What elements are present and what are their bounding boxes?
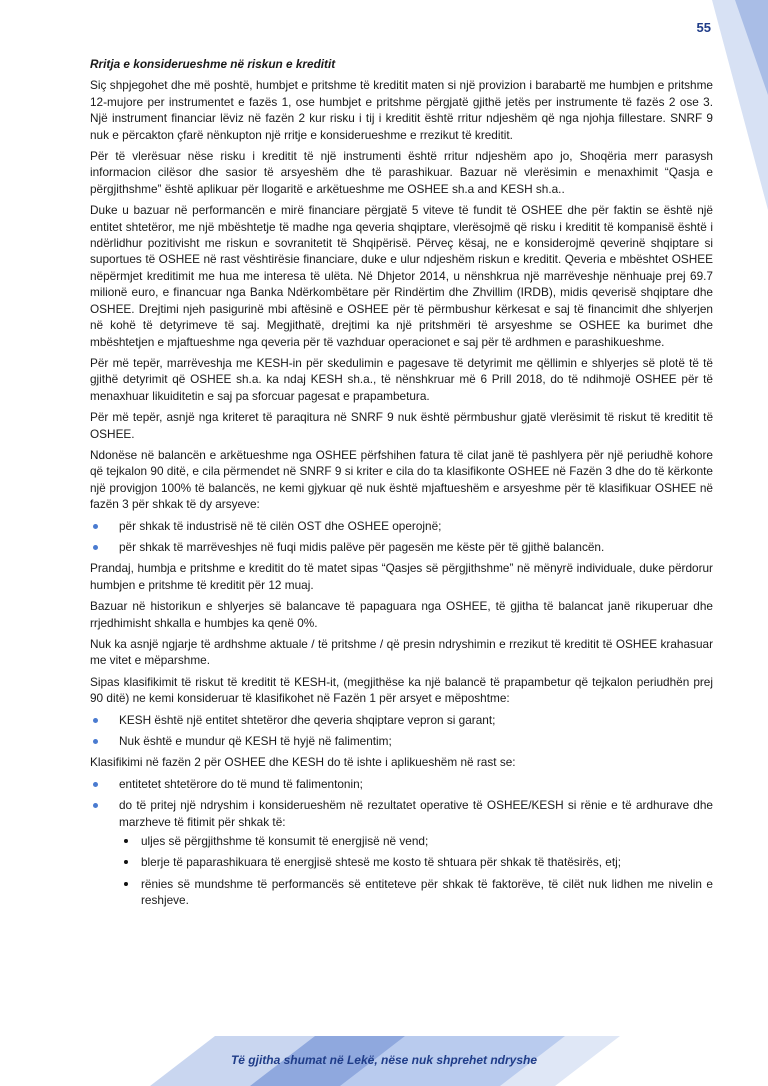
- list-item: Nuk është e mundur që KESH të hyjë në falimentim;: [90, 733, 713, 749]
- sub-list-item: uljes së përgjithshme të konsumit të energjisë në vend;: [119, 833, 713, 849]
- paragraph: Klasifikimi në fazën 2 për OSHEE dhe KESH do të ishte i aplikueshëm në rast se:: [90, 755, 516, 770]
- reasons-list: [90, 518, 713, 556]
- sub-list-item: rënies së mundshme të performancës së entiteteve për shkak të faktorëve, të cilët nuk lidhen me nivelin e reshjeve.: [119, 876, 713, 909]
- paragraph: Duke u bazuar në performancën e mirë financiare përgjatë 5 viteve të fundit të OSHEE dhe për faktin se është një entitet shtetëror, me një mbështetje të madhe nga qeveria shqiptare, vlerësojmë që risku i kreditit të kompanisë është i ndërlidhur pozitivisht me riskun e sovranitetit të Shqipërisë. Përveç kësaj, ne e konsiderojmë qeverinë shqiptare si suportues të OSHEE në rast vështirësie financiare, duke e ulur ndjeshëm riskun e kreditit. Qeveria e mbështet OSHEE nëpërmjet kreditimit me hua me interesa të ulëta. Në Dhjetor 2014, u nënshkrua një marrëveshje nënhuaje prej 69.7 milionë euro, e financuar nga Banka Ndërkombëtare për Rindërtim dhe Zhvillim (IRDB), midis qeverisë shqiptare dhe OSHEE. Drejtimi njeh pasigurinë mbi aftësinë e OSHEE për të përmbushur kërkesat e saj të financimit dhe shlyerjen në kohë të detyrimeve të saj. Megjithatë, drejtimi ka një pritshmëri të arsyeshme se OSHEE ka burimet dhe mbështetjen e mjaftueshme nga qeveria për të vazhduar operacionet e saj për të ardhmen e parashikueshme.: [90, 203, 713, 349]
- paragraph: Për më tepër, asnjë nga kriteret të paraqitura në SNRF 9 nuk është përmbushur gjatë vlerësimit të riskut të kreditit të OSHEE.: [90, 410, 713, 441]
- footer-note: Të gjitha shumat në Lekë, nëse nuk shprehet ndryshe: [230, 1053, 538, 1067]
- paragraph: Bazuar në historikun e shlyerjes së balancave të papaguara nga OSHEE, të gjitha të balancat janë rikuperuar dhe rrjedhimisht shkalla e humbjes ka qenë 0%.: [90, 599, 713, 630]
- list-item: entitetet shtetërore do të mund të falimentonin;: [90, 776, 713, 792]
- stage2-list: [90, 776, 713, 909]
- list-item: për shkak të industrisë në të cilën OST dhe OSHEE operojnë;: [90, 518, 713, 534]
- list-item: KESH është një entitet shtetëror dhe qeveria shqiptare vepron si garant;: [90, 712, 713, 728]
- paragraph: Sipas klasifikimit të riskut të kreditit të KESH-it, (megjithëse ka një balancë të prapambetur që tejkalon periudhën prej 90 ditë) ne kemi konsideruar të klasifikohet në Fazën 1 për arsyet e mëposhtme:: [90, 674, 713, 706]
- paragraph: Prandaj, humbja e pritshme e kreditit do të matet sipas “Qasjes së përgjithshme” në mënyrë individuale, duke përdorur humbjen e pritshme të kreditit për 12 muaj.: [90, 561, 713, 592]
- stage2-sublist: [119, 833, 713, 909]
- paragraph: Për të vlerësuar nëse risku i kreditit të një instrumenti është rritur ndjeshëm apo jo, Shoqëria merr parasysh informacion cilësor dhe sasior të arsyeshëm dhe të parashikuar. Bazuar në vlerësimin e menaxhimit “Qasja e përgjithshme” është aplikuar për llogaritë e arkëtueshme me OSHEE sh.a and KESH sh.a..: [90, 149, 713, 196]
- list-item-text: do të pritej një ndryshim i konsiderueshëm në rezultatet operative të OSHEE/KESH si rënie e të ardhurave dhe marzheve të fitimit për shkak të:: [119, 798, 713, 829]
- paragraph: Ndonëse në balancën e arkëtueshme nga OSHEE përfshihen fatura të cilat janë të pashlyera për një periudhë kohore që tejkalon 90 ditë, e cila përmendet në SNRF 9 si kriter e cila do ta klasifikonte OSHEE në Fazën 3 dhe do të kërkonte një provigjon 100% të balancës, ne kemi gjykuar që nuk është mjaftueshëm e arsyeshme për të klasifikuar OSHEE në fazën 3 për shkak të dy arsyeve:: [90, 447, 713, 512]
- document-body: [90, 56, 713, 914]
- list-item: [90, 797, 713, 908]
- page-number: 55: [696, 20, 711, 35]
- list-item: për shkak të marrëveshjes në fuqi midis palëve për pagesën me këste për të gjithë balancën.: [90, 539, 713, 555]
- paragraph: Për më tepër, marrëveshja me KESH-in për skedulimin e pagesave të detyrimit me qëllimin e shlyerjes së plotë të të gjithë detyrimit që OSHEE sh.a. ka ndaj KESH sh.a., të nënshkruar më 6 Prill 2018, do të ndihmojë OSHEE për të menaxhuar likuiditetin e saj pa sforcuar pagesat e prapambetura.: [90, 355, 713, 403]
- paragraph: Nuk ka asnjë ngjarje të ardhshme aktuale / të pritshme / që presin ndryshimin e rrezikut të kreditit të OSHEE krahasuar me vitet e mëparshme.: [90, 637, 713, 668]
- sub-list-item: blerje të paparashikuara të energjisë shtesë me kosto të shtuara për shkak të thatësirës, etj;: [119, 854, 713, 870]
- section-heading: Rritja e konsiderueshme në riskun e kreditit: [90, 57, 336, 71]
- kesh-reasons-list: [90, 712, 713, 750]
- paragraph: Siç shpjegohet dhe më poshtë, humbjet e pritshme të kreditit maten si një provizion i barabartë me humbjen e pritshme 12-mujore per instrumentet e fazës 1, ose humbjet e pritshme përgjatë gjithë jetës per instrumente të fazës 2 ose 3. Një instrument financiar lëviz në fazën 2 kur risku i tij i kreditit është rritur ndjeshëm që nga njohja fillestare. SNRF 9 nuk e përcakton çfarë nënkupton një rritje e konsiderueshme e rrezikut të kreditit.: [90, 78, 713, 142]
